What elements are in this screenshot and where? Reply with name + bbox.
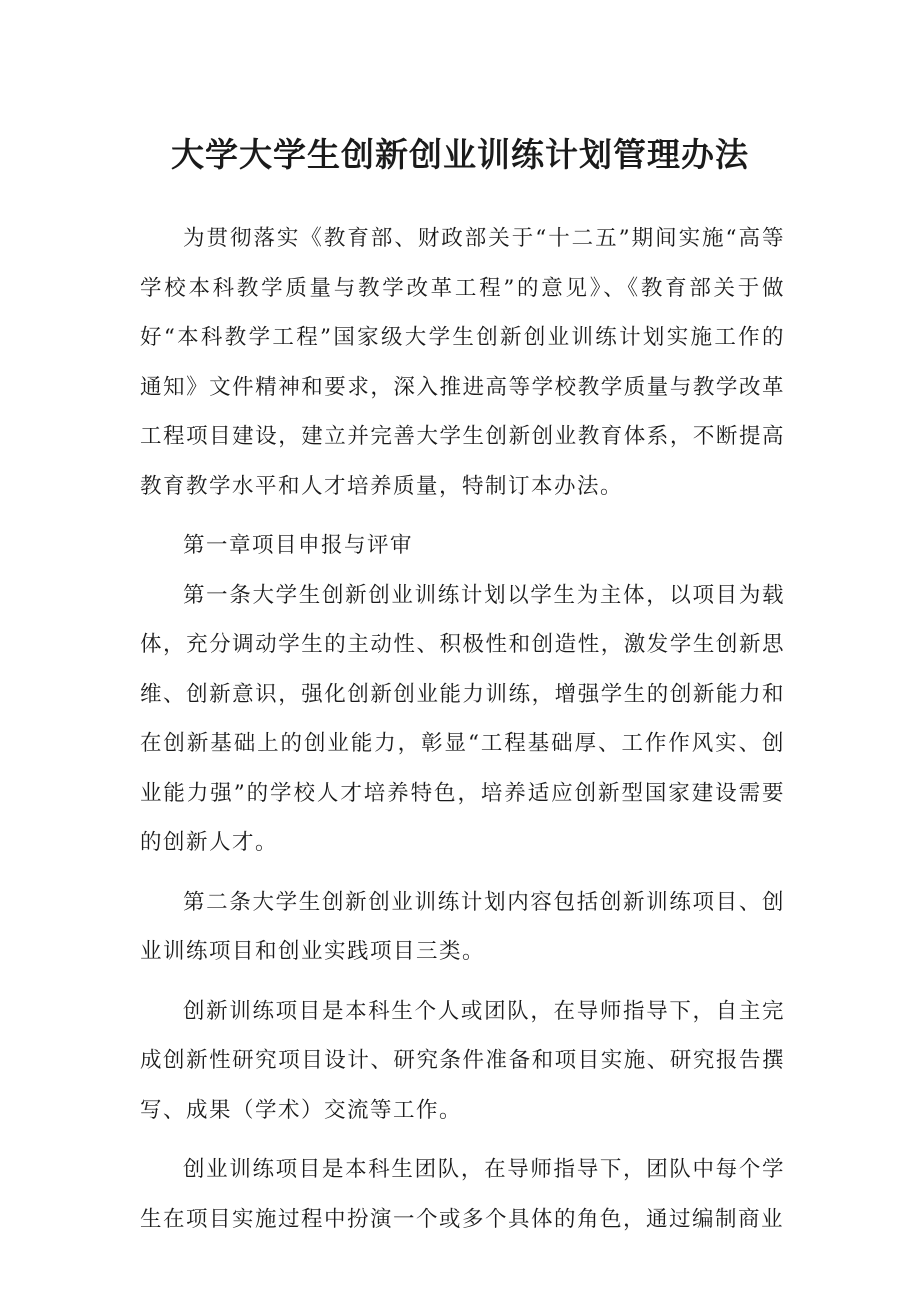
paragraph-article-1: 第一条大学生创新创业训练计划以学生为主体，以项目为载体，充分调动学生的主动性、积极性和创造性，激发学生创新思维、创新意识，强化创新创业能力训练，增强学生的创新能力和在创新基础上的创业能力，彰显“工程基础厚、工作作风实、创业能力强”的学校人才培养特色，培养适应创新型国家建设需要的创新人才。 xyxy=(140,582,785,855)
paragraph-article-2: 第二条大学生创新创业训练计划内容包括创新训练项目、创业训练项目和创业实践项目三类。 xyxy=(140,889,785,964)
chapter-heading: 第一章项目申报与评审 xyxy=(183,533,414,558)
paragraph-innovation-training: 创新训练项目是本科生个人或团队，在导师指导下，自主完成创新性研究项目设计、研究条件准备和项目实施、研究报告撰写、成果（学术）交流等工作。 xyxy=(140,998,785,1123)
paragraph-entrepreneurship-training: 创业训练项目是本科生团队，在导师指导下，团队中每个学生在项目实施过程中扮演一个或多个具体的角色，通过编制商业 xyxy=(140,1157,785,1232)
document-title: 大学大学生创新创业训练计划管理办法 xyxy=(171,135,749,174)
document-body xyxy=(140,214,785,1254)
paragraph-preamble: 为贯彻落实《教育部、财政部关于“十二五”期间实施“高等学校本科教学质量与教学改革工程”的意见》、《教育部关于做好“本科教学工程”国家级大学生创新创业训练计划实施工作的通知》文件精神和要求，深入推进高等学校教学质量与教学改革工程项目建设，建立并完善大学生创新创业教育体系，不断提高教育教学水平和人才培养质量，特制订本办法。 xyxy=(140,226,785,499)
